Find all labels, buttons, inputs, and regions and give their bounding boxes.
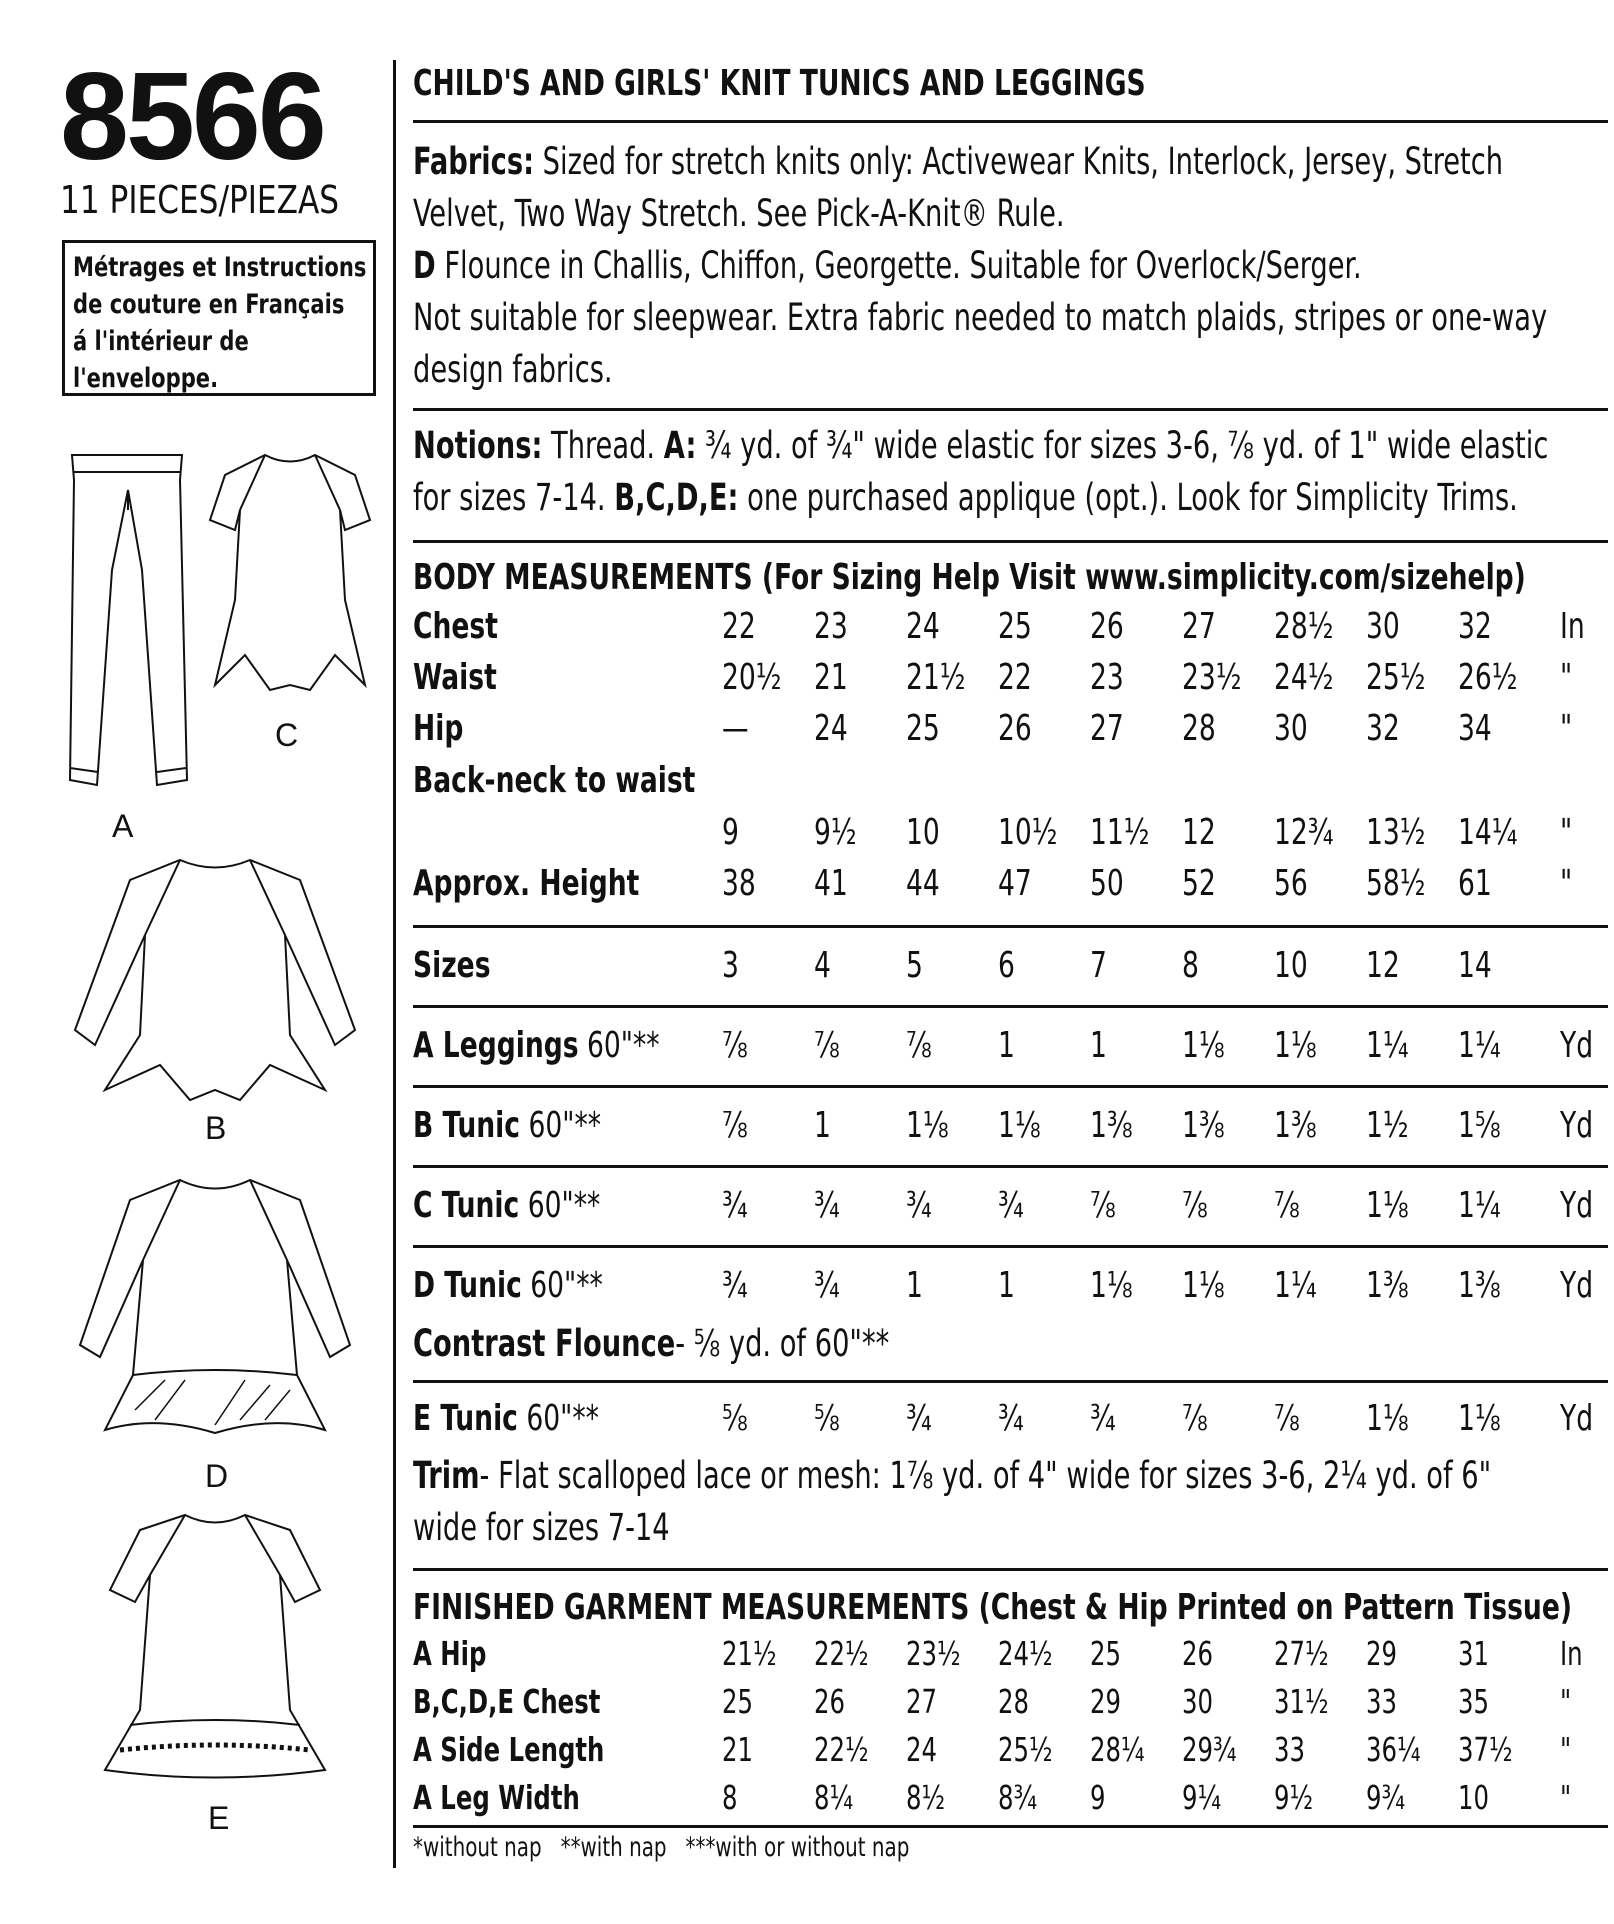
- finished-row-label: A Side Length: [413, 1730, 605, 1769]
- yardage-cell: ⅞: [1182, 1185, 1208, 1226]
- fabrics-line-5: design fabrics.: [413, 348, 613, 391]
- notions-bcde-label: B,C,D,E:: [614, 476, 739, 519]
- body-cell: 34: [1458, 708, 1492, 749]
- yardage-cell: 1⅛: [1366, 1398, 1409, 1439]
- size-cell: 6: [998, 945, 1015, 986]
- tunic-d-sketch: [75, 1175, 355, 1445]
- finished-cell: 35: [1458, 1682, 1489, 1721]
- view-label-c: C: [275, 717, 299, 753]
- trim-label: Trim: [413, 1454, 480, 1497]
- body-measurements-heading: BODY MEASUREMENTS (For Sizing Help Visit www.simplicity.com/sizehelp): [413, 557, 1526, 598]
- yardage-row-label: [413, 1025, 660, 1066]
- yardage-cell: 1⅛: [1366, 1185, 1409, 1226]
- body-cell: 28½: [1274, 606, 1334, 647]
- finished-cell: 29¾: [1182, 1730, 1237, 1769]
- sizes-label: Sizes: [413, 945, 491, 986]
- finished-unit: ": [1560, 1778, 1572, 1817]
- finished-cell: 25: [1090, 1634, 1121, 1673]
- finished-cell: 8: [722, 1778, 738, 1817]
- trim-text-1: - Flat scalloped lace or mesh: 1⅞ yd. of 4" wide for sizes 3-6, 2¼ yd. of 6": [479, 1454, 1492, 1497]
- body-cell: 26: [998, 708, 1032, 749]
- yardage-cell: ⅞: [1274, 1398, 1300, 1439]
- rule-sizes-end: [413, 1005, 1608, 1008]
- rule-finished-end: [413, 1825, 1608, 1828]
- finished-cell: 26: [1182, 1634, 1213, 1673]
- rule-3: [413, 540, 1608, 543]
- pattern-number: 8566: [60, 48, 324, 186]
- fabrics-line-4: Not suitable for sleepwear. Extra fabric needed to match plaids, stripes or one-way: [413, 296, 1548, 339]
- size-cell: 7: [1090, 945, 1107, 986]
- yardage-cell: 1: [906, 1265, 923, 1306]
- fabrics-text-3: Flounce in Challis, Chiffon, Georgette. Suitable for Overlock/Serger.: [444, 244, 1362, 287]
- yardage-cell: 1: [1090, 1025, 1107, 1066]
- body-row-label: Approx. Height: [413, 863, 640, 904]
- body-cell: 12: [1182, 812, 1216, 853]
- body-cell: 32: [1458, 606, 1492, 647]
- finished-cell: 27: [906, 1682, 937, 1721]
- yardage-row-label: [413, 1105, 601, 1146]
- finished-cell: 22½: [814, 1634, 869, 1673]
- finished-cell: 24: [906, 1730, 937, 1769]
- yardage-row-label: [413, 1265, 603, 1306]
- body-cell: 52: [1182, 863, 1216, 904]
- notions-label: Notions:: [413, 424, 543, 467]
- yardage-cell: 1⅛: [1458, 1398, 1501, 1439]
- body-cell: 20½: [722, 657, 782, 698]
- yardage-cell: 1¼: [1366, 1025, 1409, 1066]
- yardage-cell: ¾: [906, 1185, 932, 1226]
- body-row-label: Chest: [413, 606, 498, 647]
- body-cell: 21: [814, 657, 848, 698]
- yardage-cell: ¾: [998, 1398, 1024, 1439]
- finished-cell: 10: [1458, 1778, 1489, 1817]
- fabrics-d-label: D: [413, 244, 436, 287]
- finished-cell: 31½: [1274, 1682, 1329, 1721]
- yardage-cell: 1⅜: [1366, 1265, 1409, 1306]
- finished-cell: 36¼: [1366, 1730, 1421, 1769]
- yardage-cell: ⅞: [1274, 1185, 1300, 1226]
- french-line-3: á l'intérieur de: [73, 326, 249, 357]
- pieces-count: 11 PIECES/PIEZAS: [60, 178, 340, 222]
- yardage-cell: 1⅝: [1458, 1105, 1501, 1146]
- yardage-view-name: D Tunic: [413, 1265, 522, 1306]
- body-cell: 25: [998, 606, 1032, 647]
- yardage-view-name: E Tunic: [413, 1398, 518, 1439]
- body-cell: 30: [1366, 606, 1400, 647]
- body-cell: 10½: [998, 812, 1058, 853]
- fabrics-label: Fabrics:: [413, 140, 535, 183]
- notions-text-2a: for sizes 7-14.: [413, 476, 606, 519]
- body-cell: 25½: [1366, 657, 1426, 698]
- finished-unit: ": [1560, 1682, 1572, 1721]
- tunic-e-sketch: [95, 1510, 335, 1790]
- body-row-label: Hip: [413, 708, 464, 749]
- body-cell: 61: [1458, 863, 1492, 904]
- view-label-b: B: [205, 1110, 227, 1146]
- yardage-cell: 1: [814, 1105, 831, 1146]
- yardage-unit: Yd: [1560, 1265, 1594, 1306]
- body-cell: 58½: [1366, 863, 1426, 904]
- body-cell: 23: [1090, 657, 1124, 698]
- finished-cell: 21: [722, 1730, 753, 1769]
- leggings-sketch: [62, 450, 192, 800]
- size-cell: 10: [1274, 945, 1308, 986]
- body-cell: 56: [1274, 863, 1308, 904]
- yardage-cell: ¾: [722, 1265, 748, 1306]
- finished-cell: 8½: [906, 1778, 946, 1817]
- yardage-cell: ¾: [814, 1265, 840, 1306]
- yardage-cell: 1¼: [1274, 1265, 1317, 1306]
- body-cell: 47: [998, 863, 1032, 904]
- finished-cell: 23½: [906, 1634, 961, 1673]
- finished-cell: 25: [722, 1682, 753, 1721]
- finished-unit: ": [1560, 1730, 1572, 1769]
- yardage-cell: 1: [998, 1025, 1015, 1066]
- yardage-cell: ¾: [722, 1185, 748, 1226]
- yardage-fabric-width: 60"**: [578, 1025, 660, 1066]
- finished-cell: 9: [1090, 1778, 1106, 1817]
- yardage-cell: ¾: [1090, 1398, 1116, 1439]
- body-cell: 24: [906, 606, 940, 647]
- fabrics-line-1: [413, 136, 1503, 188]
- yardage-row-label: [413, 1185, 600, 1226]
- body-unit: ": [1560, 657, 1573, 698]
- notions-line-2: [413, 472, 1518, 524]
- yardage-cell: ⅝: [722, 1398, 748, 1439]
- finished-cell: 21½: [722, 1634, 777, 1673]
- finished-measurements-heading: FINISHED GARMENT MEASUREMENTS (Chest & Hip Printed on Pattern Tissue): [413, 1587, 1572, 1628]
- finished-cell: 33: [1366, 1682, 1397, 1721]
- body-cell: 50: [1090, 863, 1124, 904]
- body-cell: 26½: [1458, 657, 1518, 698]
- finished-cell: 8¾: [998, 1778, 1038, 1817]
- yardage-fabric-width: 60"**: [521, 1265, 603, 1306]
- body-cell: 27: [1182, 606, 1216, 647]
- body-cell: 25: [906, 708, 940, 749]
- notions-text-1a: Thread.: [551, 424, 656, 467]
- body-cell: 21½: [906, 657, 966, 698]
- yardage-unit: Yd: [1560, 1105, 1594, 1146]
- rule-yardage-0: [413, 1085, 1608, 1088]
- notions-line-1: [413, 420, 1548, 472]
- french-line-4: l'enveloppe.: [73, 363, 219, 394]
- finished-cell: 9½: [1274, 1778, 1314, 1817]
- finished-cell: 37½: [1458, 1730, 1513, 1769]
- finished-cell: 28¼: [1090, 1730, 1145, 1769]
- size-cell: 4: [814, 945, 831, 986]
- finished-cell: 22½: [814, 1730, 869, 1769]
- yardage-fabric-width: 60"**: [519, 1185, 601, 1226]
- body-cell: 23: [814, 606, 848, 647]
- view-label-a: A: [112, 808, 134, 844]
- size-cell: 14: [1458, 945, 1492, 986]
- notions-text-1c: ¾ yd. of ¾" wide elastic for sizes 3-6, ⅞ yd. of 1" wide elastic: [705, 424, 1549, 467]
- body-cell: 27: [1090, 708, 1124, 749]
- yardage-fabric-width: 60"**: [517, 1398, 599, 1439]
- yardage-cell: 1⅜: [1182, 1105, 1225, 1146]
- body-cell: 28: [1182, 708, 1216, 749]
- body-cell: 22: [998, 657, 1032, 698]
- fabrics-line-2: Velvet, Two Way Stretch. See Pick-A-Knit® Rule.: [413, 192, 1065, 235]
- yardage-cell: 1⅛: [998, 1105, 1041, 1146]
- body-cell: 32: [1366, 708, 1400, 749]
- finished-cell: 31: [1458, 1634, 1489, 1673]
- body-cell: 26: [1090, 606, 1124, 647]
- rule-2: [413, 408, 1608, 411]
- body-cell: 38: [722, 863, 756, 904]
- yardage-fabric-width: 60"**: [520, 1105, 601, 1146]
- size-cell: 5: [906, 945, 923, 986]
- yardage-cell: 1⅜: [1274, 1105, 1317, 1146]
- finished-cell: 8¼: [814, 1778, 854, 1817]
- yardage-unit: Yd: [1560, 1025, 1594, 1066]
- body-cell: 11½: [1090, 812, 1150, 853]
- yardage-unit: Yd: [1560, 1398, 1594, 1439]
- body-cell: 41: [814, 863, 848, 904]
- yardage-cell: 1⅛: [1090, 1265, 1133, 1306]
- body-cell: 24½: [1274, 657, 1334, 698]
- yardage-cell: 1⅜: [1090, 1105, 1133, 1146]
- yardage-view-name: C Tunic: [413, 1185, 520, 1226]
- yardage-cell: ⅝: [814, 1398, 840, 1439]
- pattern-title: CHILD'S AND GIRLS' KNIT TUNICS AND LEGGINGS: [413, 63, 1146, 104]
- notions-text-2c: one purchased applique (opt.). Look for Simplicity Trims.: [747, 476, 1518, 519]
- yardage-row-label: [413, 1398, 599, 1439]
- body-cell: 44: [906, 863, 940, 904]
- size-cell: 12: [1366, 945, 1400, 986]
- contrast-flounce-label: Contrast Flounce: [413, 1322, 676, 1365]
- rule-1: [413, 120, 1608, 123]
- yardage-cell: 1¼: [1458, 1185, 1501, 1226]
- yardage-cell: ⅞: [906, 1025, 932, 1066]
- yardage-cell: 1: [998, 1265, 1015, 1306]
- body-unit: ": [1560, 863, 1573, 904]
- finished-cell: 27½: [1274, 1634, 1329, 1673]
- french-line-1: Métrages et Instructions: [73, 252, 367, 283]
- yardage-view-name: B Tunic: [413, 1105, 521, 1146]
- yardage-unit: Yd: [1560, 1185, 1594, 1226]
- body-cell: 10: [906, 812, 940, 853]
- yardage-cell: 1⅛: [906, 1105, 949, 1146]
- finished-cell: 29: [1090, 1682, 1121, 1721]
- finished-cell: 28: [998, 1682, 1029, 1721]
- yardage-cell: ⅞: [722, 1105, 748, 1146]
- finished-row-label: A Leg Width: [413, 1778, 580, 1817]
- body-cell: 22: [722, 606, 756, 647]
- finished-cell: 9¾: [1366, 1778, 1406, 1817]
- body-unit: ": [1560, 708, 1573, 749]
- finished-unit: In: [1560, 1634, 1583, 1673]
- trim-line-1: [413, 1450, 1491, 1502]
- body-cell: 30: [1274, 708, 1308, 749]
- yardage-cell: ¾: [906, 1398, 932, 1439]
- yardage-cell: ¾: [998, 1185, 1024, 1226]
- body-cell: 24: [814, 708, 848, 749]
- fabrics-line-3: [413, 240, 1362, 292]
- body-cell: 23½: [1182, 657, 1242, 698]
- body-unit: In: [1560, 606, 1585, 647]
- finished-cell: 33: [1274, 1730, 1305, 1769]
- yardage-cell: ⅞: [1182, 1398, 1208, 1439]
- yardage-view-name: A Leggings: [413, 1025, 579, 1066]
- body-row-label: Waist: [413, 657, 497, 698]
- french-instructions-box: [62, 240, 376, 396]
- view-label-e: E: [208, 1800, 230, 1836]
- contrast-flounce-text: - ⅝ yd. of 60"**: [675, 1322, 890, 1365]
- yardage-cell: 1½: [1366, 1105, 1409, 1146]
- body-cell: 9: [722, 812, 739, 853]
- yardage-cell: ⅞: [722, 1025, 748, 1066]
- yardage-cell: 1¼: [1458, 1025, 1501, 1066]
- contrast-flounce-line: [413, 1318, 889, 1370]
- body-row-label: Back-neck to waist: [413, 760, 696, 801]
- rule-d-end: [413, 1380, 1608, 1383]
- body-unit: ": [1560, 812, 1573, 853]
- finished-cell: 9¼: [1182, 1778, 1222, 1817]
- column-divider: [393, 60, 396, 1868]
- french-line-2: de couture en Français: [73, 289, 345, 320]
- yardage-cell: ⅞: [1090, 1185, 1116, 1226]
- yardage-cell: ⅞: [814, 1025, 840, 1066]
- size-cell: 3: [722, 945, 739, 986]
- finished-cell: 24½: [998, 1634, 1053, 1673]
- rule-body-end: [413, 925, 1608, 928]
- trim-line-2: wide for sizes 7-14: [413, 1506, 670, 1549]
- footnote: *without nap **with nap ***with or without nap: [413, 1832, 910, 1863]
- body-cell: 14¼: [1458, 812, 1518, 853]
- finished-cell: 30: [1182, 1682, 1213, 1721]
- finished-cell: 26: [814, 1682, 845, 1721]
- size-cell: 8: [1182, 945, 1199, 986]
- finished-row-label: A Hip: [413, 1634, 487, 1673]
- view-label-d: D: [205, 1458, 229, 1494]
- yardage-cell: ¾: [814, 1185, 840, 1226]
- yardage-cell: 1⅛: [1274, 1025, 1317, 1066]
- body-cell: 9½: [814, 812, 857, 853]
- body-cell: —: [722, 708, 749, 749]
- yardage-cell: 1⅜: [1458, 1265, 1501, 1306]
- finished-row-label: B,C,D,E Chest: [413, 1682, 601, 1721]
- body-cell: 13½: [1366, 812, 1426, 853]
- rule-yardage-1: [413, 1165, 1608, 1168]
- tunic-c-sketch: [205, 450, 375, 720]
- body-cell: 12¾: [1274, 812, 1334, 853]
- yardage-cell: 1⅛: [1182, 1025, 1225, 1066]
- finished-cell: 29: [1366, 1634, 1397, 1673]
- fabrics-text-1: Sized for stretch knits only: Activewear Knits, Interlock, Jersey, Stretch: [542, 140, 1504, 183]
- tunic-b-sketch: [70, 855, 360, 1105]
- rule-e-end: [413, 1568, 1608, 1571]
- rule-yardage-2: [413, 1245, 1608, 1248]
- finished-cell: 25½: [998, 1730, 1053, 1769]
- notions-a-label: A:: [663, 424, 697, 467]
- yardage-cell: 1⅛: [1182, 1265, 1225, 1306]
